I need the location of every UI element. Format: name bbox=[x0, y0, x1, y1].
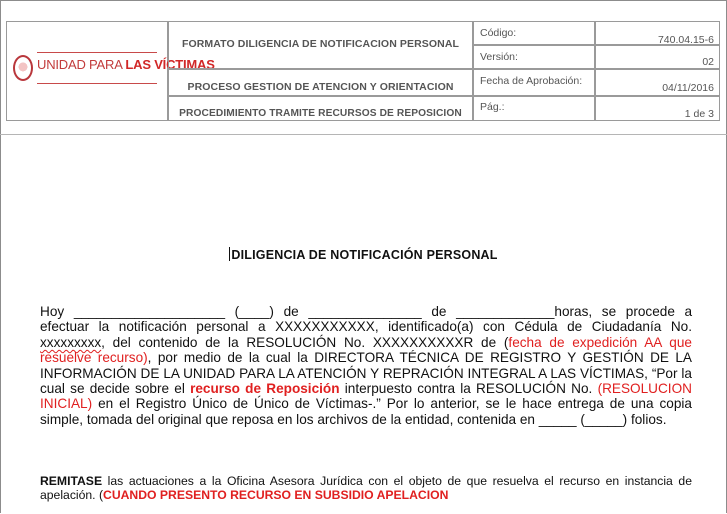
procedure-title: PROCEDIMIENTO TRAMITE RECURSOS DE REPOSICION bbox=[179, 108, 462, 119]
logo-text-unidad: UNIDAD PARA bbox=[37, 57, 126, 72]
logo-rule-bottom bbox=[37, 83, 157, 84]
placeholder-resolucion-inicial: (RESOLUCION INICIAL) bbox=[40, 381, 692, 412]
format-title: FORMATO DILIGENCIA DE NOTIFICACION PERSONAL bbox=[181, 38, 460, 50]
process-title-cell bbox=[168, 69, 473, 96]
id-number-misspelled: xxxxxxxxx bbox=[40, 334, 102, 350]
meta-label-approval-date: Fecha de Aprobación: bbox=[480, 75, 583, 87]
meta-value-cell-code bbox=[595, 21, 720, 45]
recurso-reposicion-highlight: recurso de Reposición bbox=[190, 381, 340, 397]
meta-label-cell-code bbox=[473, 21, 595, 45]
para-text: _____________horas, se procede a efectuar la notificación personal a XXXXXXXXXXX, identificado(a) con Cédula de Ciudadanía No. bbox=[40, 304, 693, 335]
meta-label-code: Código: bbox=[480, 27, 517, 39]
remitase-keyword: REMITASE bbox=[40, 474, 103, 488]
meta-label-version: Versión: bbox=[480, 51, 518, 63]
page-separator bbox=[0, 134, 727, 135]
meta-value-page: 1 de 3 bbox=[684, 108, 714, 120]
para-text: Hoy bbox=[40, 304, 65, 319]
logo-text-victimas: LAS VÍCTIMAS bbox=[125, 57, 215, 72]
meta-label-cell-page bbox=[473, 96, 595, 121]
process-title: PROCESO GESTION DE ATENCION Y ORIENTACION bbox=[187, 81, 454, 93]
para-text: de bbox=[283, 304, 299, 319]
meta-value-approval-date: 04/11/2016 bbox=[662, 82, 714, 94]
placeholder-apelacion: CUANDO PRESENTO RECURSO EN SUBSIDIO APELACION bbox=[103, 488, 449, 503]
document-title[interactable] bbox=[0, 247, 727, 262]
meta-label-cell-version bbox=[473, 45, 595, 69]
notification-paragraph[interactable] bbox=[40, 304, 692, 427]
remitase-text: las actuaciones a la Oficina Asesora Jurídica con el objeto de que resuelva el recurso en instancia de apelación. ( bbox=[40, 474, 692, 503]
document-header-table bbox=[6, 21, 720, 121]
meta-value-cell-approval-date bbox=[595, 69, 720, 96]
meta-value-cell-page bbox=[595, 96, 720, 121]
meta-label-cell-approval-date bbox=[473, 69, 595, 96]
document-title-text: DILIGENCIA DE NOTIFICACIÓN PERSONAL bbox=[231, 248, 498, 262]
para-text: interpuesto contra la RESOLUCIÓN No. bbox=[339, 381, 598, 397]
unidad-victimas-logo bbox=[11, 45, 215, 91]
logo-rule-top bbox=[37, 52, 157, 53]
blank-day-words: ____________________ bbox=[73, 304, 226, 319]
procedure-title-cell bbox=[168, 96, 473, 121]
meta-value-code: 740.04.15-6 bbox=[657, 34, 714, 46]
coat-of-arms-icon bbox=[13, 55, 33, 81]
logo-cell bbox=[6, 21, 215, 121]
meta-label-page: Pág.: bbox=[480, 101, 505, 113]
blank-day-number: (____) bbox=[234, 304, 274, 319]
meta-value-cell-version bbox=[595, 45, 720, 69]
remitase-paragraph[interactable] bbox=[40, 474, 692, 503]
para-text: , por medio de la cual la DIRECTORA TÉCNICA DE REGISTRO Y GESTIÓN DE LA INFORMACIÓN DE LA UNIDAD PARA LA ATENCIÓN Y REPRACIÓN INTEGRAL A LAS VÍCTIMAS, “Por la cual se decide sobre el bbox=[40, 350, 692, 397]
para-text: , del contenido de la RESOLUCIÓN No. XXXXXXXXXXR de ( bbox=[101, 334, 509, 350]
blank-month: _______________ bbox=[308, 304, 422, 319]
meta-value-version: 02 bbox=[702, 56, 714, 68]
para-text: de bbox=[431, 304, 447, 319]
placeholder-expedition-date: fecha de expedición AA que resuelve recurso) bbox=[40, 334, 692, 366]
format-title-cell bbox=[168, 21, 473, 69]
para-text: en el Registro Único de Único de Víctimas-.” Por lo anterior, se le hace entrega de una copia simple, tomada del original que reposa en los archivos de la entidad, contenida en _____ (_____) folios. bbox=[40, 396, 692, 427]
